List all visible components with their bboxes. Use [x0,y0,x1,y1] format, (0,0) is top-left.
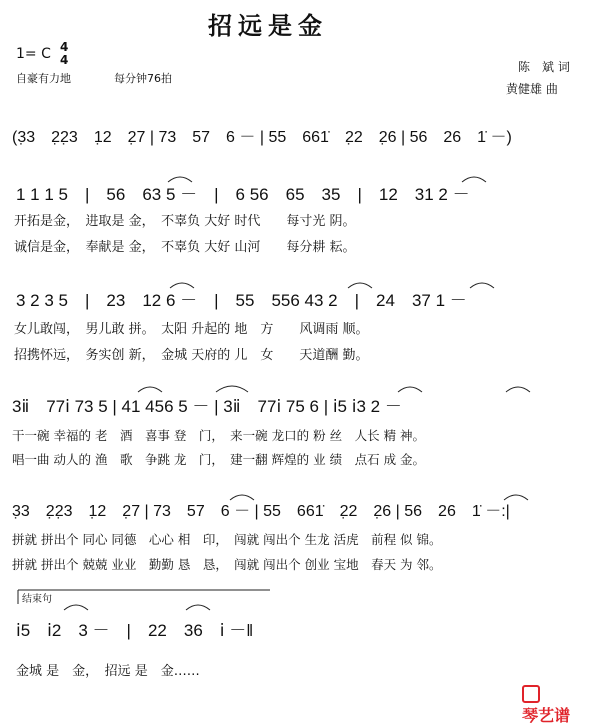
score-row-2-lyrics-1: 开拓是金， 进取是 金， 不辜负 大好 时代 每寸光 阴。 [14,214,356,229]
score-row-2-notes: 1 1 1 5 | 56 63 5 － | 6 56 65 35 | 12 31 2 － [16,185,470,204]
score-row-4-lyrics-2: 唱一曲 动人的 渔 歌 争跳 龙 门， 建一翻 辉煌的 业 绩 点石 成 金。 [12,452,426,467]
score-row-4-lyrics-1: 干一碗 幸福的 老 酒 喜事 登 门， 来一碗 龙口的 粉 丝 人长 精 神。 [12,428,426,443]
lyricist-credit: 陈 斌 词 [518,60,570,74]
logo-icon [522,685,540,703]
score-row-6-notes: ⅰ5 ⅰ2 3 － | 22 36 ⅰ －‖ [16,621,254,640]
score-row-3-lyrics-2: 招携怀远， 务实创 新， 金城 天府的 儿 女 天道酬 勤。 [14,348,369,363]
score-row-3-notes: 3 2 3 5 | 23 12 6 － | 55 556 43 2 | 24 37 1 － [16,291,467,310]
score-row-3-lyrics-1: 女儿敢闯， 男儿敢 拼。 太阳 升起的 地 方 风调雨 顺。 [14,322,369,337]
score-row-5-lyrics-1: 拼就 拼出个 同心 同德 心心 相 印， 闯就 闯出个 生龙 活虎 前程 似 锦。 [12,532,442,547]
score-row-1-notes: (3̣3 2̣2̣3 1̣2 2̣7 | 73 57 6 － | 55 661̇ 2̣2 2̣6 | 56 26 1̇ －) [12,129,512,146]
score-row-2-lyrics-2: 诚信是金， 奉献是 金， 不辜负 大好 山河 每分耕 耘。 [14,240,356,255]
score-row-5-notes: 3̣3 2̣2̣3 1̣2 2̣7 | 73 57 6 － | 55 661̇ 2̣2 2̣6 | 56 26 1̇ －:| [12,503,510,520]
score-row-5-lyrics-2: 拼就 拼出个 兢兢 业业 勤勤 恳 恳， 闯就 闯出个 创业 宝地 春天 为 邻。 [12,557,442,572]
composer-credit: 黄健雄 曲 [506,82,558,96]
watermark-text: 琴艺谱 [522,705,571,725]
score-row-4-notes: 3ⅱ 77ⅰ 73 5 | 41 456 5 － | 3ⅱ 77ⅰ 75 6 | ⅰ5 ⅰ3 2 － [12,397,402,416]
score-row-6-lyrics-1: 金城 是 金， 招远 是 金…… [16,664,200,679]
tempo-marking: 每分钟76拍 [114,72,172,85]
page-title: 招远是金 [208,12,328,40]
expression-marking: 自豪有力地 [16,72,71,85]
watermark-logo [512,664,570,726]
time-signature-denominator: 4 [60,53,69,67]
time-signature-numerator: 4 [60,40,69,54]
ending-label: 结束句 [22,594,52,605]
key-signature: 1= C [16,46,51,62]
